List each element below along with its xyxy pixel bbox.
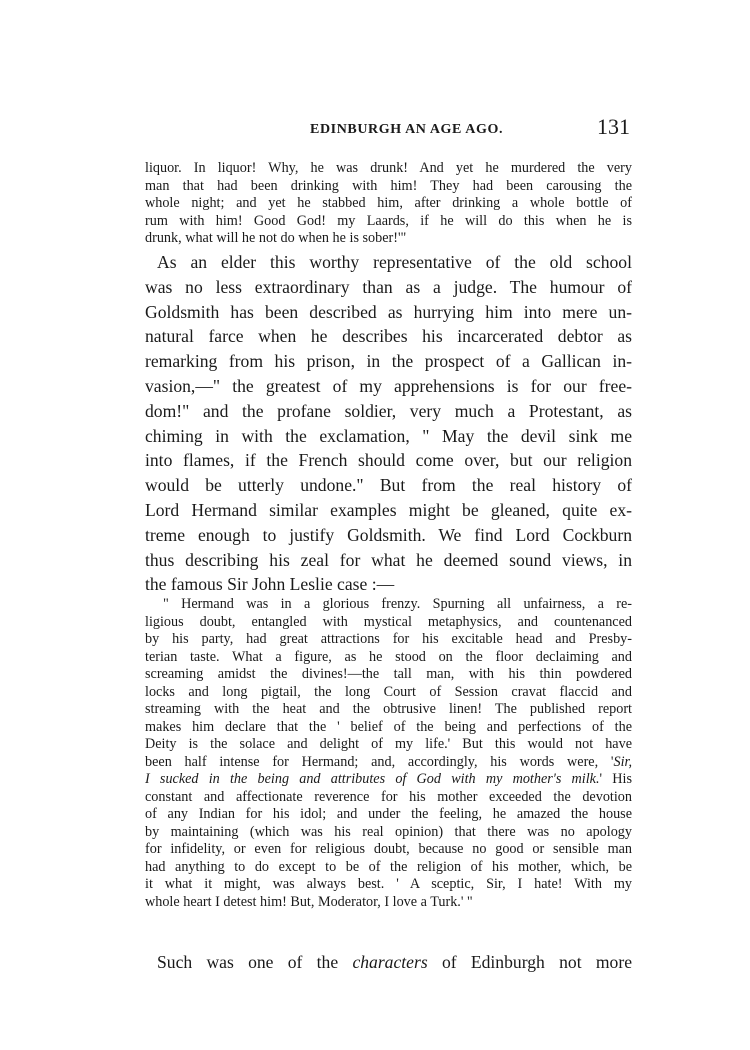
quote-main-line: streaming with the heat and the obtrusive linen! The published report: [145, 701, 632, 717]
page-number: 131: [597, 114, 630, 139]
body-line: vasion,—" the greatest of my apprehensions is for our free-: [145, 375, 632, 396]
body-line: As an elder this worthy representative of the old school: [157, 252, 632, 272]
final-line: [145, 950, 632, 975]
body-line: into flames, if the French should come over, but our religion: [145, 450, 632, 471]
quote-top-line: man that had been drinking with him! They had been carousing the: [145, 177, 632, 194]
final-post: of Edinburgh not more: [427, 952, 632, 972]
quote-suck-italic: I sucked in the being and attributes of God with my mother's milk.: [145, 771, 600, 787]
quote-sir-pre: been half intense for Hermand; and, accordingly, his words were, ': [145, 753, 614, 770]
quote-main-line: for infidelity, or even for religious doubt, because no good or sensible man: [145, 841, 632, 857]
body-line: would be utterly undone." But from the real history of: [145, 475, 632, 496]
quote-main-line: makes him declare that the ' belief of the being and perfections of the: [145, 718, 632, 735]
quote-main-line: terian taste. What a figure, as he stood on the floor declaiming and: [145, 648, 632, 665]
running-head: EDINBURGH AN AGE AGO.: [310, 122, 504, 137]
quote-suck-post: ' His: [599, 771, 633, 787]
quote-main-line: whole heart I detest him! But, Moderator, I love a Turk.' ": [145, 893, 473, 910]
final-paragraph: [145, 950, 632, 975]
final-pre: Such was one of the: [157, 952, 353, 972]
quote-main-line: of any Indian for his idol; and under the feeling, he amazed the house: [145, 806, 632, 822]
body-line: dom!" and the profane soldier, very much a Protestant, as: [145, 400, 632, 421]
body-line: the famous Sir John Leslie case :—: [145, 574, 395, 595]
body-paragraph: [145, 250, 632, 597]
quote-main-line: [145, 771, 632, 789]
quote-top-line: drunk, what will he not do when he is sober!'": [145, 230, 407, 246]
quote-main-line: had anything to do except to be of the religion of his mother, which, be: [145, 858, 632, 875]
body-line: remarking from his prison, in the prospect of a Gallican in-: [145, 351, 632, 372]
quote-main-line: by maintaining (which was his real opinion) that there was no apology: [145, 823, 632, 840]
quote-main-line: " Hermand was in a glorious frenzy. Spurning all unfairness, a re-: [163, 596, 632, 612]
body-line: treme enough to justify Goldsmith. We find Lord Cockburn: [145, 524, 632, 545]
body-line: was no less extraordinary than as a judge. The humour of: [145, 276, 632, 297]
quote-main-line: ligious doubt, entangled with mystical metaphysics, and countenanced: [145, 613, 632, 630]
quote-top-block: [145, 160, 632, 248]
quote-main-line: Deity is the solace and delight of my life.' But this would not have: [145, 736, 632, 752]
quote-main-line: by his party, had great attractions for his excitable head and Presby-: [145, 631, 632, 647]
body-line: Lord Hermand similar examples might be gleaned, quite ex-: [145, 499, 632, 520]
quote-main-line: screaming amidst the divines!—the tall man, with his thin powdered: [145, 666, 632, 682]
page-header: [160, 116, 630, 146]
body-line: natural farce when he describes his incarcerated debtor as: [145, 326, 632, 347]
quote-top-line: rum with him! Good God! my Laards, if he will do this when he is: [145, 212, 632, 229]
quote-main-line: constant and affectionate reverence for his mother exceeded the devotion: [145, 788, 632, 805]
quote-top-line: liquor. In liquor! Why, he was drunk! And yet he murdered the very: [145, 160, 632, 176]
quote-main-line: [145, 754, 632, 772]
quote-sir-italic: Sir,: [613, 753, 632, 770]
quote-main-line: it what it might, was always best. ' A sceptic, Sir, I hate! With my: [145, 876, 632, 892]
body-line: chiming in with the exclamation, " May the devil sink me: [145, 425, 632, 446]
quote-top-line: whole night; and yet he stabbed him, after drinking a whole bottle of: [145, 195, 632, 211]
quote-main-block: [145, 596, 632, 911]
final-italic: characters: [352, 952, 428, 972]
body-line: Goldsmith has been described as hurrying him into mere un-: [145, 301, 632, 322]
body-line: thus describing his zeal for what he deemed sound views, in: [145, 549, 632, 570]
quote-main-line: locks and long pigtail, the long Court of Session cravat flaccid and: [145, 683, 632, 700]
